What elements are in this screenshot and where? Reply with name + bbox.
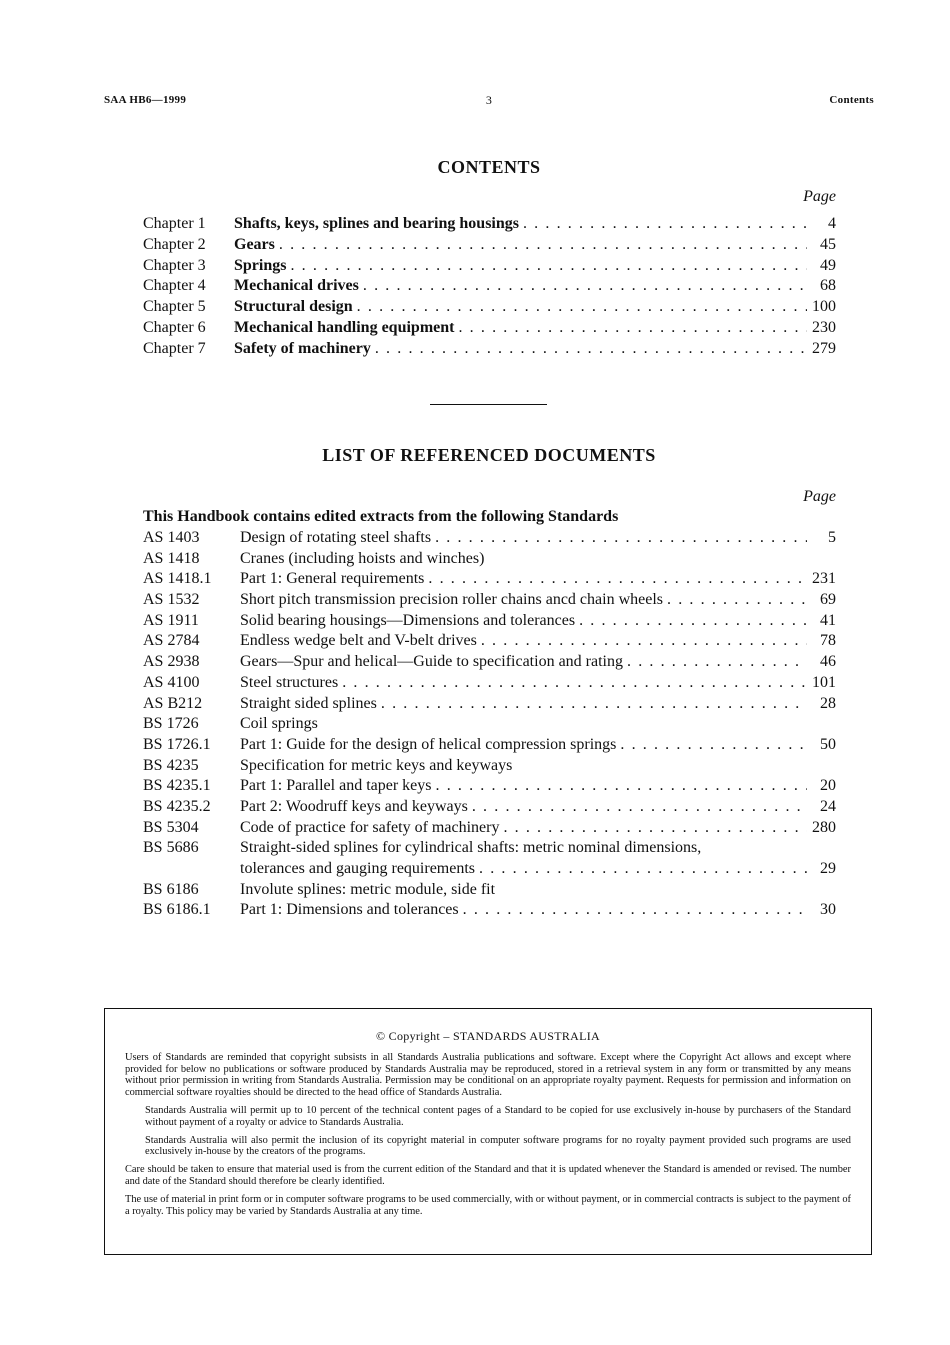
leader-dots	[342, 673, 807, 694]
reference-row	[143, 900, 836, 921]
standard-title: Straight sided splines	[240, 694, 377, 712]
reference-row	[143, 631, 836, 652]
standard-title: Code of practice for safety of machinery	[240, 818, 500, 836]
leader-dots	[290, 256, 807, 277]
standard-title: Gears—Spur and helical—Guide to specification and rating	[240, 653, 623, 671]
standard-code: AS 1911	[143, 611, 199, 629]
standard-code: AS 2784	[143, 632, 200, 650]
leader-dots	[279, 235, 807, 256]
standard-code: BS 6186	[143, 880, 199, 898]
toc-row	[143, 318, 836, 339]
leader-dots	[620, 735, 807, 756]
leader-dots	[579, 611, 807, 632]
leader-dots	[428, 569, 807, 590]
chapter-title: Structural design	[234, 298, 353, 316]
standard-title: Specification for metric keys and keyways	[240, 756, 513, 774]
reference-page: 231	[812, 570, 836, 588]
contents-page-label: Page	[803, 188, 836, 205]
reference-page: 41	[820, 611, 836, 629]
reference-page: 78	[820, 632, 836, 650]
chapter-page: 279	[812, 339, 836, 357]
leader-dots	[375, 339, 807, 360]
reference-row	[143, 735, 836, 756]
standard-code: BS 1726.1	[143, 735, 211, 753]
standard-code: AS B212	[143, 694, 203, 712]
standard-title: Part 1: Parallel and taper keys	[240, 777, 432, 795]
standard-code: BS 1726	[143, 715, 199, 733]
reference-row	[143, 549, 836, 570]
reference-row	[143, 797, 836, 818]
standard-title: Endless wedge belt and V-belt drives	[240, 632, 477, 650]
copyright-paragraph: Standards Australia will permit up to 10 percent of the technical content pages of a Standard to be copied for use exclusively in-house by purchasers of the Standard without payment of a royalty or advice to Standards Australia.	[145, 1104, 851, 1128]
reference-row	[143, 756, 836, 777]
chapter-title: Springs	[234, 256, 287, 274]
copyright-paragraph: Users of Standards are reminded that copyright subsists in all Standards Australia publications and software. Except where the Copyright Act allows and except where provided for below no publications or software produced by Standards Australia may be reproduced, stored in a retrieval system in any form or transmitted by any means without prior permission in writing from Standards Australia. Permission may be conditional on an appropriate royalty payment. Requests for permission and information on commercial software royalties should be directed to the head office of Standards Australia.	[125, 1051, 851, 1099]
standard-code: AS 1418.1	[143, 570, 212, 588]
reference-row	[143, 528, 836, 549]
standard-code: AS 2938	[143, 653, 200, 671]
leader-dots	[458, 318, 807, 339]
references-intro: This Handbook contains edited extracts from the following Standards	[143, 508, 619, 525]
copyright-paragraph: The use of material in print form or in computer software programs to be used commercially, with or without payment, or in commercial contracts is subject to the payment of a royalty. This policy may be varied by Standards Australia at any time.	[125, 1193, 851, 1217]
reference-row	[143, 590, 836, 611]
leader-dots	[381, 694, 807, 715]
reference-page: 50	[820, 735, 836, 753]
leader-dots	[463, 900, 807, 921]
section-divider	[430, 404, 547, 405]
standard-code: BS 5304	[143, 818, 199, 836]
copyright-paragraph: Standards Australia will also permit the inclusion of its copyright material in computer software programs for no royalty payment provided such programs are used exclusively in-house by the creators of the programs.	[145, 1134, 851, 1158]
reference-row	[143, 859, 836, 880]
chapter-page: 230	[812, 318, 836, 336]
leader-dots	[667, 590, 807, 611]
reference-page: 69	[820, 591, 836, 609]
reference-row	[143, 776, 836, 797]
copyright-paragraph: Care should be taken to ensure that material used is from the current edition of the Standard and that it is updated whenever the Standard is amended or revised. The number and date of the Standard should therefore be clearly identified.	[125, 1164, 851, 1187]
standard-title: Coil springs	[240, 715, 318, 733]
chapter-page: 68	[820, 277, 836, 295]
reference-page: 24	[820, 797, 836, 815]
reference-page: 5	[828, 529, 836, 546]
leader-dots	[503, 818, 807, 839]
chapter-page: 49	[820, 256, 836, 274]
running-header-right: Contents	[829, 94, 874, 106]
running-header-left: SAA HB6—1999	[104, 94, 187, 106]
standard-title: Straight-sided splines for cylindrical shafts: metric nominal dimensions,	[240, 839, 702, 857]
leader-dots	[481, 631, 807, 652]
standard-title: Steel structures	[240, 673, 339, 691]
reference-row	[143, 673, 836, 694]
standard-code: AS 1403	[143, 529, 200, 546]
standard-title: Short pitch transmission precision roller chains ancd chain wheels	[240, 591, 664, 609]
leader-dots	[479, 859, 807, 880]
leader-dots	[357, 297, 807, 318]
standard-title: tolerances and gauging requirements	[240, 860, 476, 877]
toc-row	[143, 339, 836, 360]
chapter-page: 45	[820, 235, 836, 253]
chapter-title: Mechanical handling equipment	[234, 318, 455, 336]
chapter-page: 100	[812, 298, 836, 316]
standard-code: AS 1532	[143, 591, 200, 609]
standard-code: BS 4235	[143, 756, 199, 774]
standard-code: BS 4235.1	[143, 777, 211, 795]
reference-page: 28	[820, 694, 836, 712]
standard-code: AS 1418	[143, 549, 200, 567]
leader-dots	[627, 652, 807, 673]
chapter-number: Chapter 2	[143, 235, 206, 253]
reference-page: 30	[820, 901, 836, 919]
standard-title: Solid bearing housings—Dimensions and tolerances	[240, 611, 576, 629]
leader-dots	[523, 214, 807, 235]
chapter-number: Chapter 1	[143, 215, 206, 232]
chapter-number: Chapter 6	[143, 318, 206, 336]
references-title: LIST OF REFERENCED DOCUMENTS	[322, 445, 656, 465]
reference-row	[143, 611, 836, 632]
reference-page: 20	[820, 777, 836, 795]
standard-title: Involute splines: metric module, side fit	[240, 880, 496, 898]
chapter-number: Chapter 4	[143, 277, 206, 295]
page-number: 3	[485, 93, 493, 107]
standard-title: Part 1: Dimensions and tolerances	[240, 901, 459, 919]
standard-title: Design of rotating steel shafts	[240, 529, 432, 546]
reference-row	[143, 838, 836, 859]
reference-row	[143, 694, 836, 715]
standard-code: AS 4100	[143, 673, 200, 691]
standard-code: BS 4235.2	[143, 797, 211, 815]
standard-title: Cranes (including hoists and winches)	[240, 549, 485, 567]
leader-dots	[363, 276, 807, 297]
copyright-heading: © Copyright – STANDARDS AUSTRALIA	[375, 1029, 601, 1043]
leader-dots	[472, 797, 807, 818]
standard-title: Part 2: Woodruff keys and keyways	[240, 797, 468, 815]
chapter-number: Chapter 3	[143, 256, 206, 274]
toc-row	[143, 276, 836, 297]
standard-code: BS 6186.1	[143, 901, 211, 919]
references-page-label: Page	[803, 488, 836, 505]
chapter-title: Shafts, keys, splines and bearing housings	[234, 215, 519, 232]
toc-row	[143, 256, 836, 277]
standard-code: BS 5686	[143, 839, 199, 857]
reference-row	[143, 714, 836, 735]
reference-row	[143, 818, 836, 839]
reference-page: 101	[812, 673, 836, 691]
standard-code	[143, 859, 240, 880]
standard-title: Part 1: Guide for the design of helical compression springs	[240, 735, 617, 753]
chapter-number: Chapter 5	[143, 298, 206, 316]
reference-page: 46	[820, 653, 836, 671]
leader-dots	[435, 528, 807, 549]
chapter-title: Gears	[234, 235, 275, 253]
reference-row	[143, 652, 836, 673]
references-list	[143, 528, 836, 921]
standard-title: Part 1: General requirements	[240, 570, 425, 588]
contents-list	[143, 214, 836, 360]
copyright-notice	[104, 1008, 872, 1255]
chapter-number: Chapter 7	[143, 339, 206, 357]
leader-dots	[436, 776, 808, 797]
toc-row	[143, 214, 836, 235]
reference-page: 280	[812, 818, 836, 836]
reference-row	[143, 569, 836, 590]
chapter-title: Safety of machinery	[234, 339, 371, 357]
contents-title: CONTENTS	[437, 157, 541, 177]
toc-row	[143, 235, 836, 256]
toc-row	[143, 297, 836, 318]
reference-row	[143, 880, 836, 901]
chapter-title: Mechanical drives	[234, 277, 359, 295]
reference-page: 29	[820, 860, 836, 877]
chapter-page: 4	[828, 215, 836, 232]
